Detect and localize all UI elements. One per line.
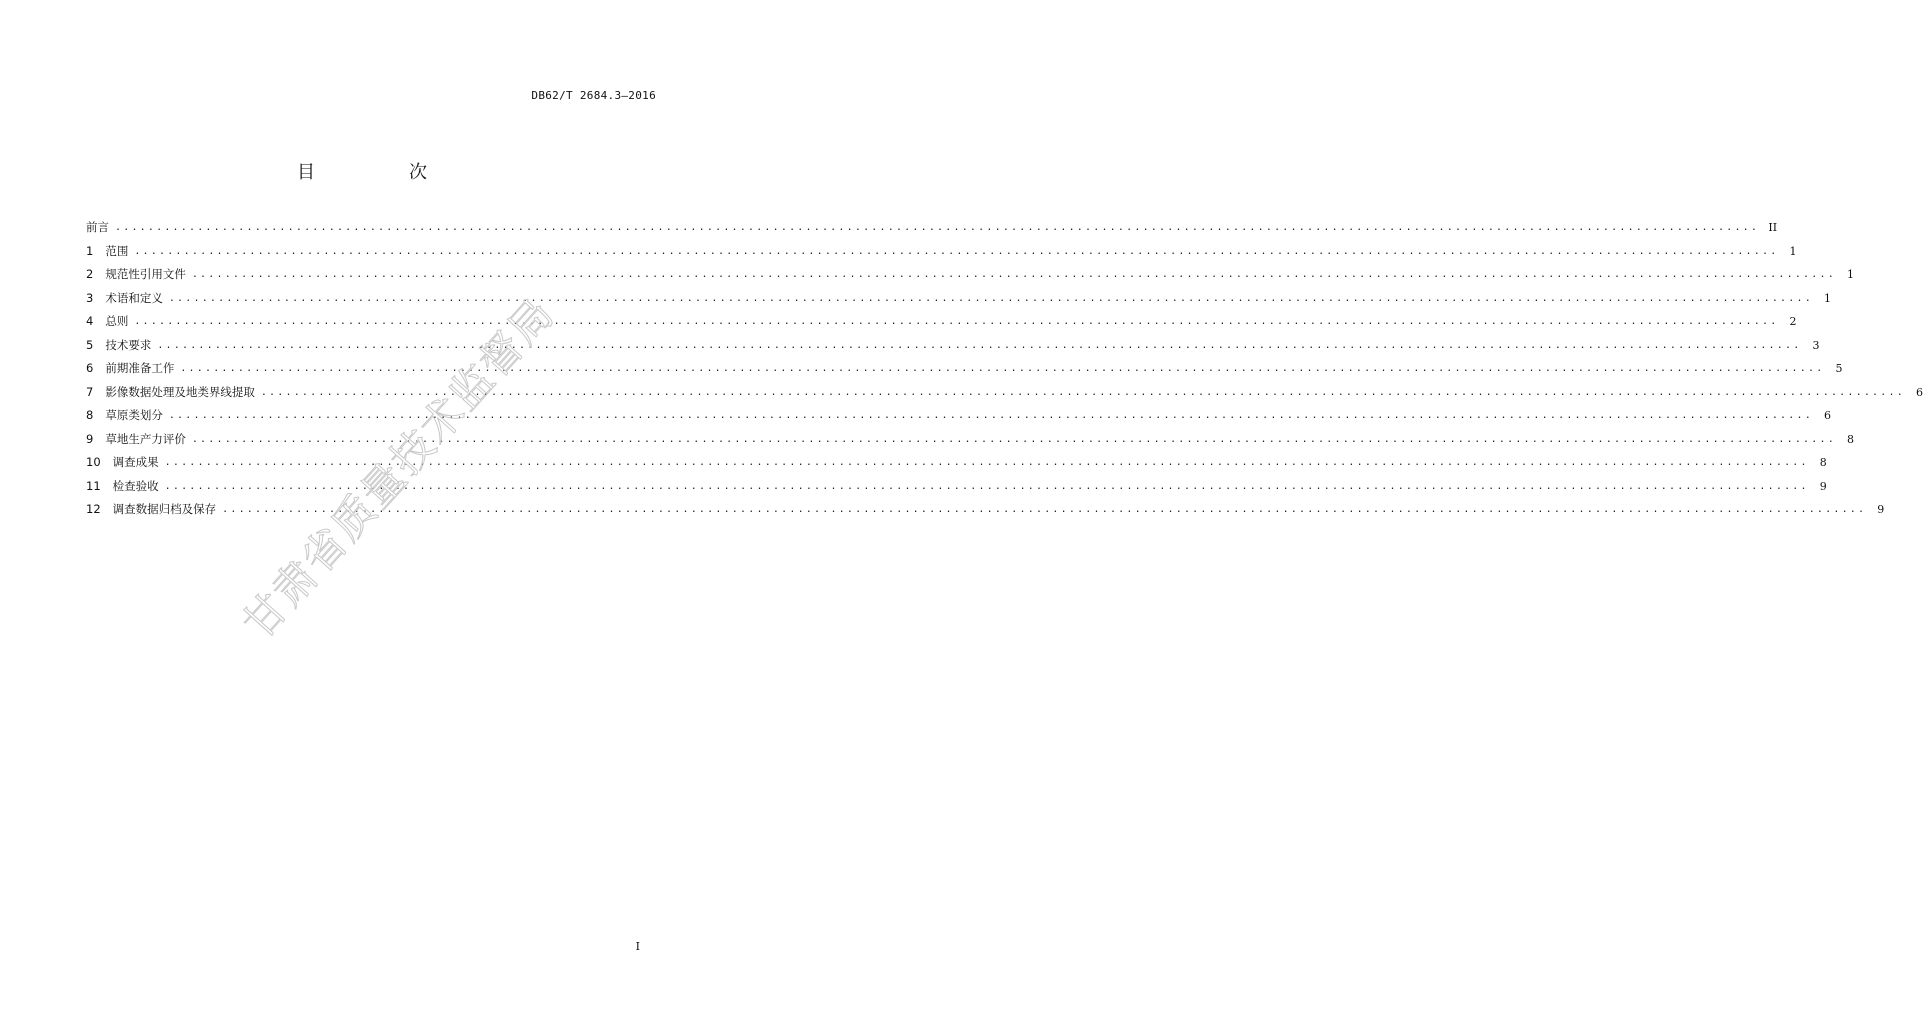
toc-entry[interactable] bbox=[86, 334, 1820, 358]
toc-entry[interactable] bbox=[86, 381, 1923, 405]
toc-entry-page: 1 bbox=[1823, 291, 1831, 305]
toc-entry-page: 2 bbox=[1789, 315, 1797, 328]
toc-leader-dots: ........................................................................................................................................................................................................ bbox=[115, 222, 1760, 233]
toc-entry-label: 检查验收 bbox=[112, 478, 159, 493]
toc-entry-number: 11 bbox=[86, 478, 101, 493]
toc-entry-page: 9 bbox=[1819, 479, 1827, 493]
toc-entry-label: 范围 bbox=[105, 243, 129, 258]
toc-leader-dots: ........................................................................................................................................................................................................ bbox=[222, 504, 1867, 515]
toc-entry[interactable] bbox=[86, 263, 1854, 287]
toc-entry-page: II bbox=[1768, 221, 1778, 234]
toc-entry-page: 5 bbox=[1835, 362, 1843, 375]
toc-entry-label: 影像数据处理及地类界线提取 bbox=[105, 384, 255, 399]
toc-entry-number: 12 bbox=[86, 502, 101, 516]
toc-entry[interactable] bbox=[86, 428, 1854, 452]
toc-leader-dots: ........................................................................................................................................................................................................ bbox=[134, 245, 1779, 257]
toc-entry-number: 6 bbox=[86, 361, 94, 375]
toc-entry-page: 3 bbox=[1812, 338, 1820, 352]
toc-leader-dots: ........................................................................................................................................................................................................ bbox=[180, 363, 1825, 374]
toc-entry-label: 总则 bbox=[105, 314, 129, 328]
toc-entry-label: 前言 bbox=[86, 220, 109, 234]
toc-entry-page: 1 bbox=[1789, 244, 1797, 258]
toc-entry-number: 4 bbox=[86, 314, 94, 328]
toc-entry-page: 8 bbox=[1846, 432, 1854, 446]
toc-leader-dots: ........................................................................................................................................................................................................ bbox=[157, 339, 1802, 351]
toc-entry-number: 7 bbox=[86, 384, 94, 399]
standard-code: DB62/T 2684.3—2016 bbox=[531, 89, 656, 102]
toc-entry-page: 8 bbox=[1819, 456, 1827, 469]
toc-entry-label: 调查数据归档及保存 bbox=[112, 502, 217, 516]
toc-leader-dots: ........................................................................................................................................................................................................ bbox=[191, 433, 1836, 445]
toc-entry-label: 调查成果 bbox=[112, 455, 159, 469]
toc-entry[interactable] bbox=[86, 240, 1797, 264]
toc-leader-dots: ........................................................................................................................................................................................................ bbox=[168, 292, 1813, 304]
toc-entry-label: 术语和定义 bbox=[105, 290, 163, 305]
toc-leader-dots: ........................................................................................................................................................................................................ bbox=[260, 386, 1905, 398]
toc-entry-page: 9 bbox=[1877, 503, 1885, 516]
toc-entry-number: 1 bbox=[86, 243, 94, 258]
toc-entry[interactable] bbox=[86, 216, 1778, 240]
toc-leader-dots: ........................................................................................................................................................................................................ bbox=[164, 457, 1809, 468]
toc-leader-dots: ........................................................................................................................................................................................................ bbox=[164, 480, 1809, 492]
page-title: 目 次 bbox=[297, 162, 465, 183]
toc-entry-number: 3 bbox=[86, 290, 94, 305]
toc-leader-dots: ........................................................................................................................................................................................................ bbox=[191, 269, 1836, 280]
watermark: 甘肃省质量技术监督局 bbox=[233, 288, 565, 648]
toc-entry-number: 9 bbox=[86, 431, 94, 446]
toc-entry-page: 1 bbox=[1846, 268, 1854, 281]
toc-entry[interactable] bbox=[86, 404, 1831, 428]
toc-entry-number: 2 bbox=[86, 267, 94, 281]
toc-leader-dots: ........................................................................................................................................................................................................ bbox=[168, 410, 1813, 421]
toc-entry-label: 规范性引用文件 bbox=[105, 267, 186, 281]
toc-entry[interactable] bbox=[86, 357, 1843, 381]
toc-entry-label: 草原类划分 bbox=[105, 408, 163, 422]
toc-entry-number: 10 bbox=[86, 455, 101, 469]
page-number: I bbox=[635, 940, 640, 953]
toc-entry-label: 技术要求 bbox=[105, 337, 152, 352]
toc-entry[interactable] bbox=[86, 310, 1797, 334]
toc-entry-number: 5 bbox=[86, 337, 94, 352]
toc-leader-dots: ........................................................................................................................................................................................................ bbox=[134, 316, 1779, 327]
toc-entry-page: 6 bbox=[1915, 385, 1923, 399]
toc-entry-label: 前期准备工作 bbox=[105, 361, 175, 375]
toc-entry-number: 8 bbox=[86, 408, 94, 422]
toc-entry-label: 草地生产力评价 bbox=[105, 431, 186, 446]
toc-entry[interactable] bbox=[86, 287, 1831, 311]
toc-entry-page: 6 bbox=[1823, 409, 1831, 422]
